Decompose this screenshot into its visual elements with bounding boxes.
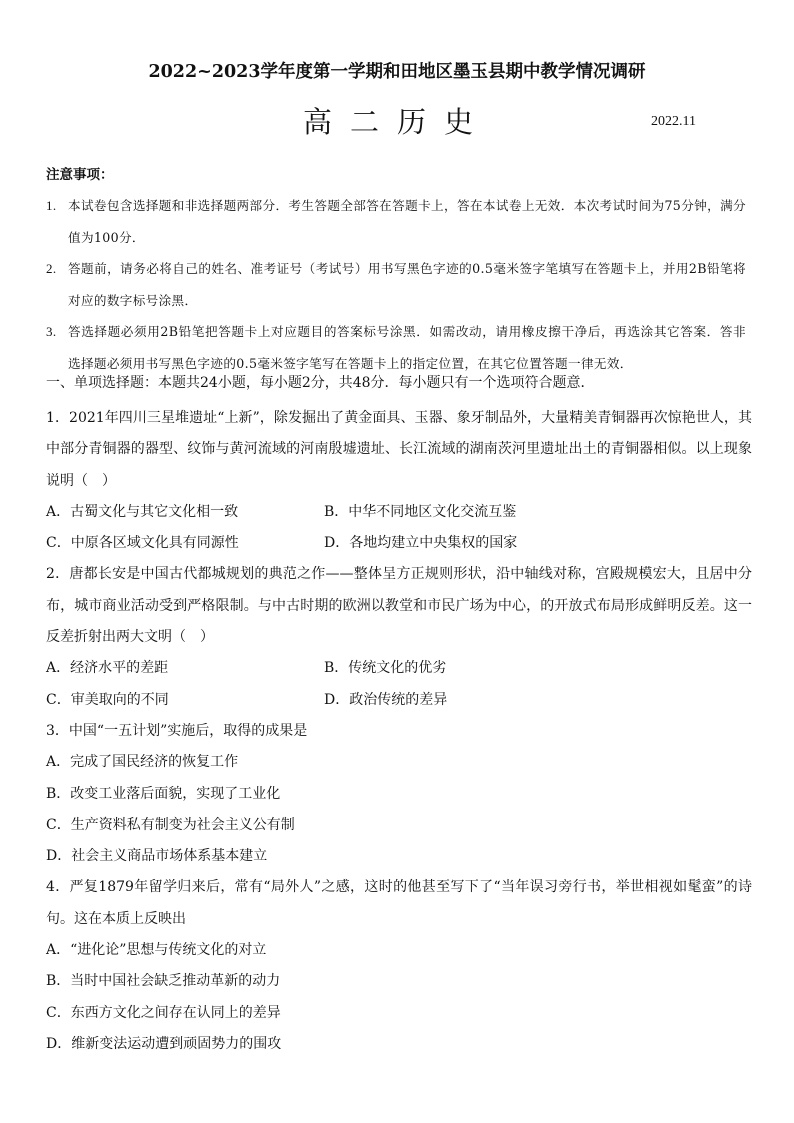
question-stem: 2．唐都长安是中国古代都城规划的典范之作——整体呈方正规则形状，沿中轴线对称，宫殿规模宏大，且居中分布，城市商业活动受到严格限制。与中古时期的欧洲以教堂和市民广场为中心，的开放式布局形成鲜明反差。这一反差折射出两大文明（ ） — [46, 566, 752, 646]
notice-text: 答题前，请务必将自己的姓名、准考证号（考试号）用书写黑色字迹的0.5毫米签字笔填写在答题卡上，并用2B铅笔将对应的数字标号涂黑． — [68, 261, 746, 308]
option-c: C．审美取向的不同 — [46, 691, 169, 708]
notice-item — [46, 190, 746, 253]
exam-title: 2022~2023学年度第一学期和田地区墨玉县期中教学情况调研 — [148, 62, 646, 82]
option-c: C．生产资料私有制变为社会主义公有制 — [46, 816, 295, 833]
question-3 — [46, 716, 752, 872]
notice-list — [46, 190, 746, 379]
section-heading: 一、单项选择题：本题共24小题，每小题2分，共48分．每小题只有一个选项符合题意． — [46, 375, 595, 391]
notice-number: 1. — [46, 198, 57, 213]
question-stem: 4．严复1879年留学归来后，常有“局外人”之感，这时的他甚至写下了“当年误习旁行书，举世相视如髦蛮”的诗句。这在本质上反映出 — [46, 879, 752, 927]
question-stem: 1．2021年四川三星堆遗址“上新”，除发掘出了黄金面具、玉器、象牙制品外，大量精美青铜器再次惊艳世人，其中部分青铜器的器型、纹饰与黄河流域的河南殷墟遗址、长江流域的湖南茨河里遗址出土的青铜器相似。以上现象说明（ ） — [46, 410, 752, 489]
option-row — [46, 653, 752, 684]
option-row — [46, 528, 752, 559]
notice-number: 3. — [46, 324, 57, 339]
notice-item — [46, 253, 746, 316]
notice-number: 2. — [46, 261, 57, 276]
question-2 — [46, 559, 752, 715]
option-a: A．经济水平的差距 — [46, 660, 169, 677]
notice-text: 答选择题必须用2B铅笔把答题卡上对应题目的答案标号涂黑．如需改动，请用橡皮擦干净后，再选涂其它答案．答非选择题必须用书写黑色字迹的0.5毫米签字笔写在答题卡上的指定位置，在其它位置答题一律无效． — [68, 324, 746, 371]
question-4 — [46, 872, 752, 1060]
option-b: B．当时中国社会缺乏推动革新的动力 — [46, 973, 281, 990]
option-d: D．社会主义商品市场体系基本建立 — [46, 848, 268, 865]
option-b: B．中华不同地区文化交流互鉴 — [324, 503, 517, 520]
option-a: A．“进化论”思想与传统文化的对立 — [46, 942, 267, 959]
option-d: D．政治传统的差异 — [324, 691, 448, 708]
subject-title: 高二历史 — [302, 105, 491, 139]
notice-item — [46, 316, 746, 379]
option-row — [46, 497, 752, 528]
option-row — [46, 685, 752, 716]
exam-date: 2022.11 — [651, 114, 696, 129]
option-c: C．东西方文化之间存在认同上的差异 — [46, 1004, 281, 1021]
notice-text: 本试卷包含选择题和非选择题两部分．考生答题全部答在答题卡上，答在本试卷上无效．本次考试时间为75分钟，满分值为100分． — [68, 198, 746, 245]
notice-heading: 注意事项： — [46, 167, 114, 183]
option-c: C．中原各区域文化具有同源性 — [46, 535, 239, 552]
option-a: A．古蜀文化与其它文化相一致 — [46, 503, 239, 520]
question-1 — [46, 403, 752, 559]
option-d: D．维新变法运动遭到顽固势力的围攻 — [46, 1035, 282, 1052]
option-d: D．各地均建立中央集权的国家 — [324, 535, 518, 552]
option-b: B．传统文化的优劣 — [324, 660, 447, 677]
question-stem: 3．中国“一五计划”实施后，取得的成果是 — [46, 722, 308, 739]
option-b: B．改变工业落后面貌，实现了工业化 — [46, 785, 281, 802]
question-list — [46, 403, 752, 1060]
option-a: A．完成了国民经济的恢复工作 — [46, 754, 239, 771]
